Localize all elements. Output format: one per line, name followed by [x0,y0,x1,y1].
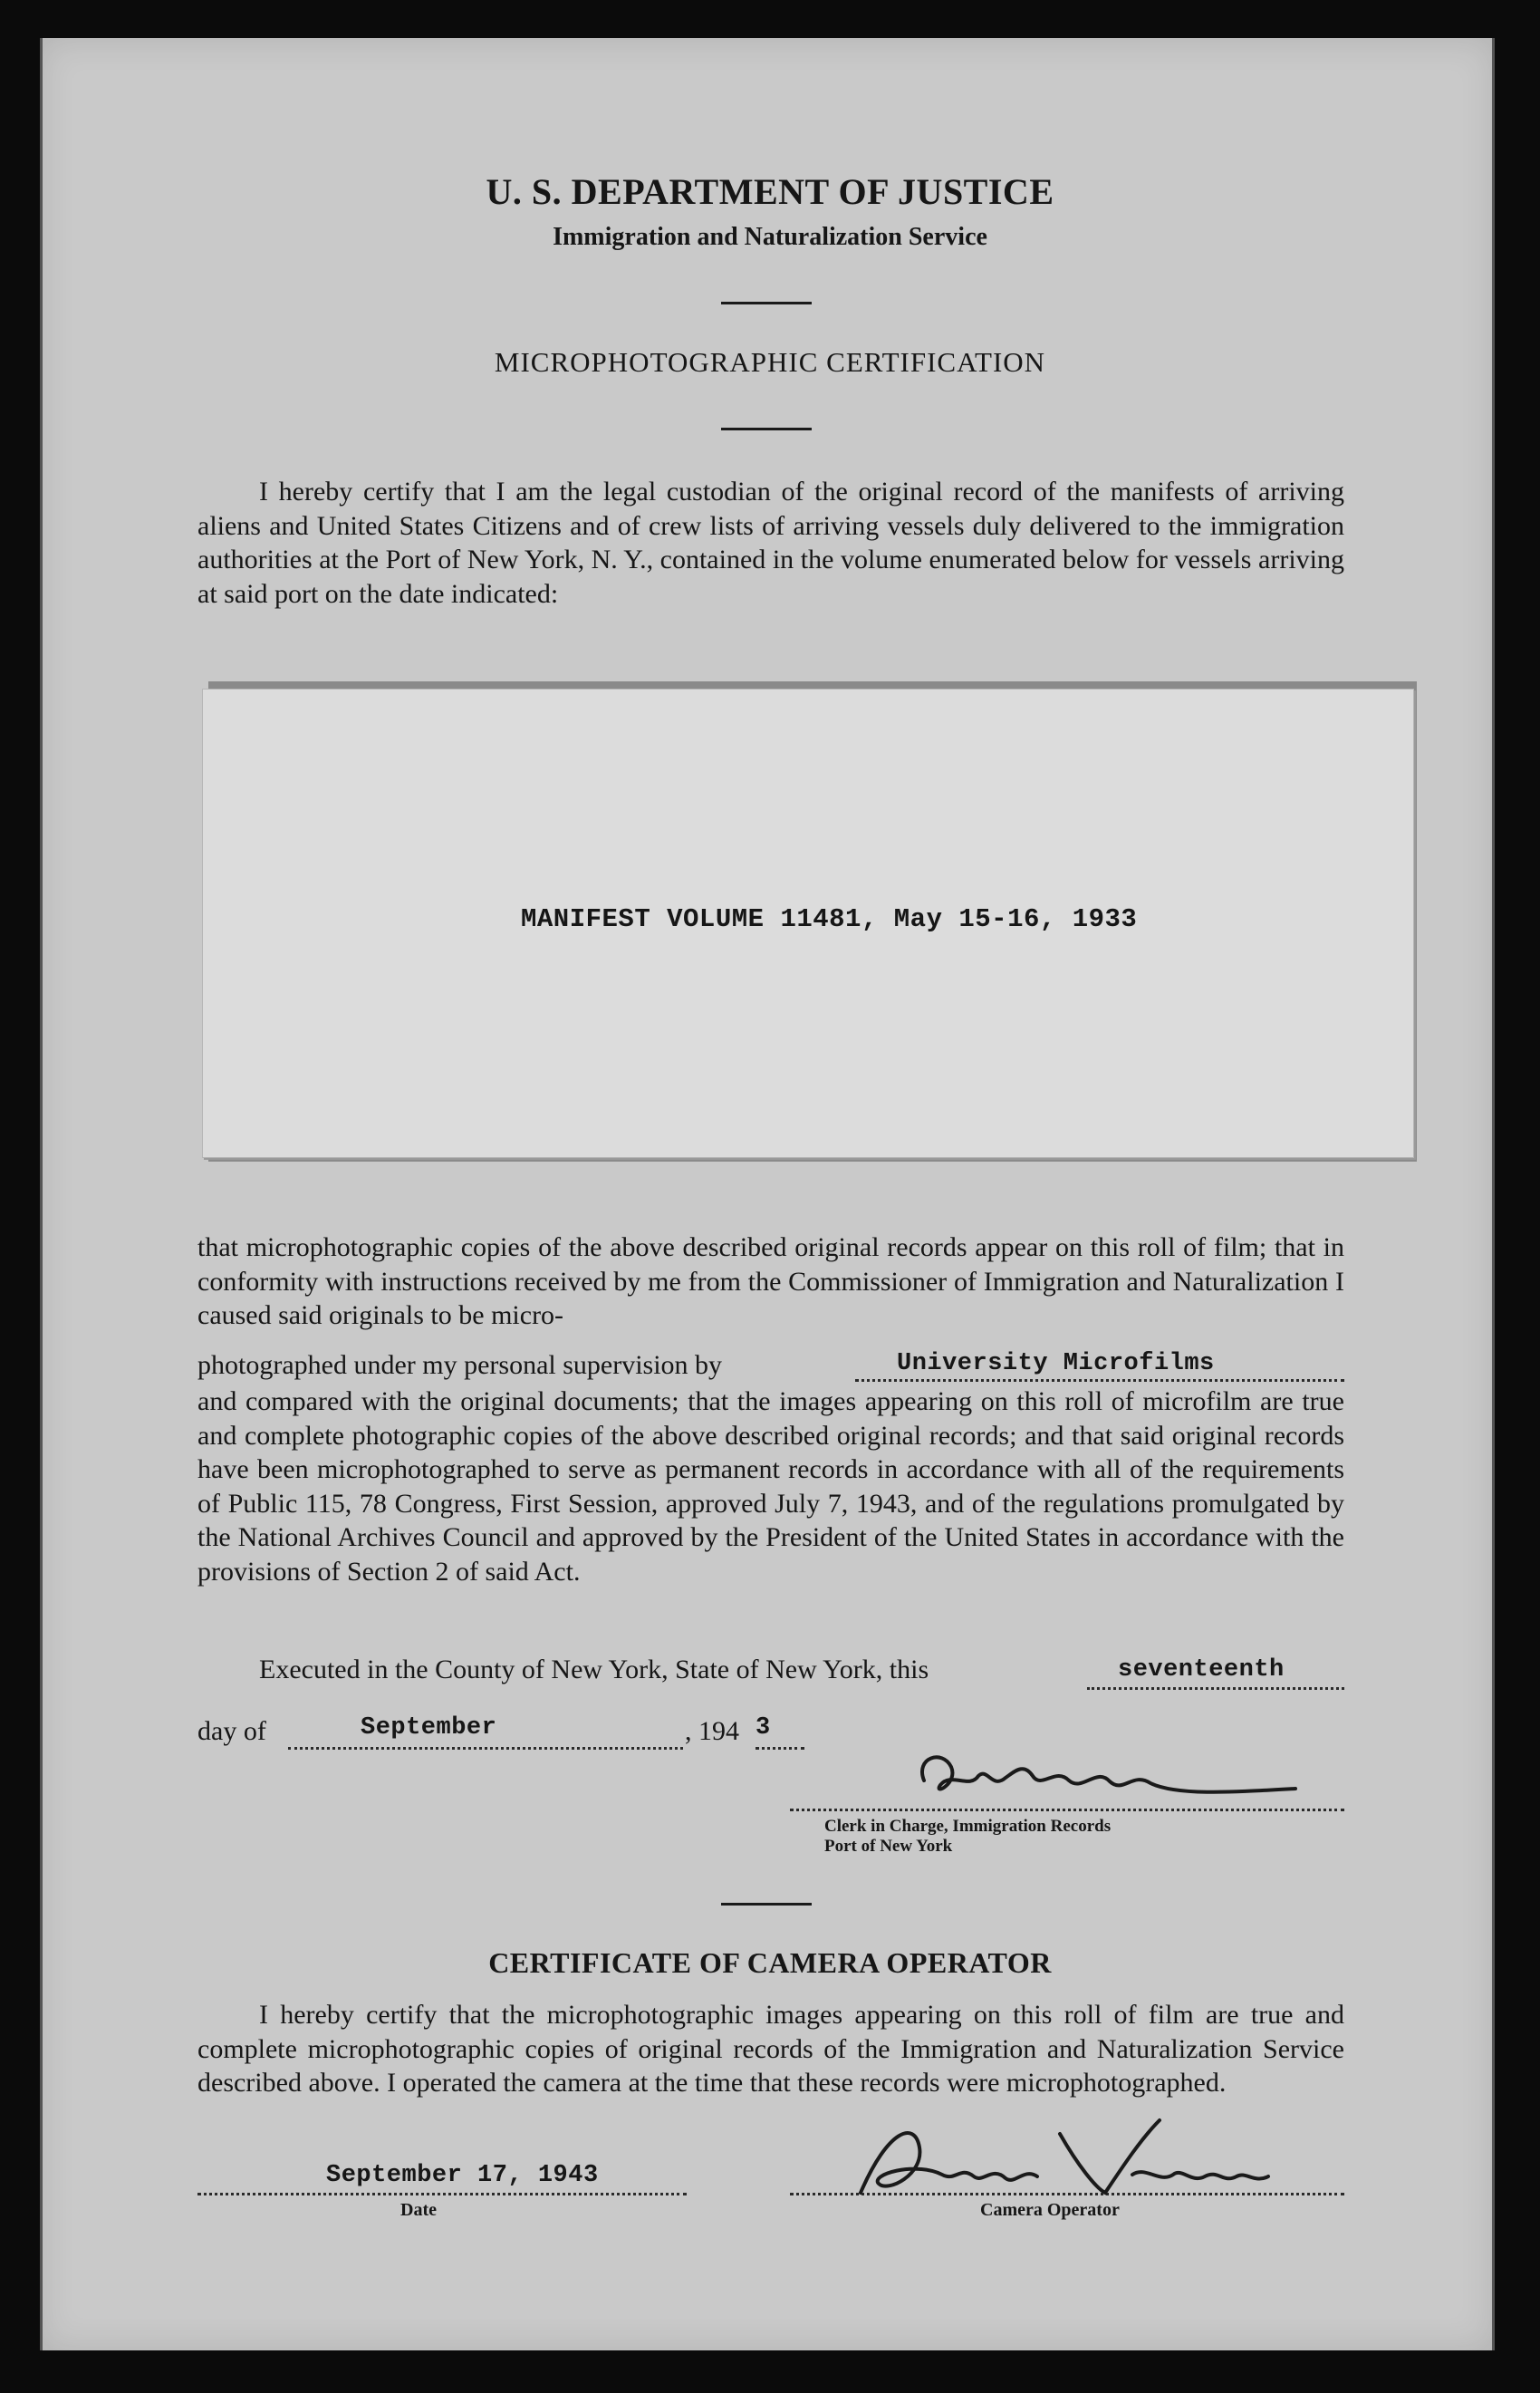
service-subheading: Immigration and Naturalization Service [553,223,987,251]
body-paragraph [197,1230,1344,1333]
clerk-port: Port of New York [824,1837,953,1856]
divider [721,302,812,304]
date-label: Date [400,2200,437,2220]
divider [721,428,812,430]
executed-prefix: Executed in the County of New York, State of New York, this [259,1655,929,1684]
year-digit: 3 [756,1714,771,1742]
dotted-line [756,1747,804,1750]
divider [721,1903,812,1906]
intro-paragraph [197,475,1344,611]
body-text-first: that microphotographic copies of the above described original records appear on this roll of film; that in conformity with instructions received by me from the Commissioner of Immigration and Naturalization I caused said originals to be micro- [197,1232,1344,1330]
clerk-label [824,1817,1111,1857]
camera-certificate-title: CERTIFICATE OF CAMERA OPERATOR [488,1946,1052,1979]
department-heading: U. S. DEPARTMENT OF JUSTICE [486,171,1054,212]
certification-title: MICROPHOTOGRAPHIC CERTIFICATION [494,346,1046,378]
clerk-signature [906,1740,1341,1812]
month-value: September [361,1714,497,1742]
year-prefix: , 194 [685,1716,739,1746]
manifest-volume-text: MANIFEST VOLUME 11481, May 15-16, 1933 [521,904,1138,934]
dotted-line [1087,1687,1344,1690]
camera-certificate-text: I hereby certify that the microphotographic images appearing on this roll of film are true and complete microphotographic copies of original records of the Immigration and Naturalization Service described above. I operated the camera at the time that these records were microphotographed. [197,2000,1344,2098]
photographed-by-value: University Microfilms [897,1350,1215,1377]
dotted-line [855,1379,1344,1382]
day-of-label: day of [197,1716,266,1746]
clerk-title: Clerk in Charge, Immigration Records [824,1817,1112,1836]
camera-operator-label: Camera Operator [980,2200,1120,2220]
intro-text: I hereby certify that I am the legal custodian of the original record of the manifests of arriving aliens and United States Citizens and of crew lists of arriving vessels duly delivered to the immigration authorities at the Port of New York, N. Y., contained in the volume enumerated below for vessels arriving at said port on the date indicated: [197,477,1344,609]
right-edge [1492,38,1495,2350]
photographed-by-prefix: photographed under my personal supervision by [197,1350,723,1380]
camera-certificate-paragraph [197,1998,1344,2100]
operator-signature [833,2111,1304,2211]
date-line [197,2193,687,2195]
date-value: September 17, 1943 [326,2162,599,2189]
body-text-rest: and compared with the original documents; that the images appearing on this roll of microfilm are true and complete photographic copies of the above described original records; and that said original records have been microphotographed to serve as permanent records in accordance with all of the requirements of Public 115, 78 Congress, First Session, approved July 7, 1943, and of the regulations promulgated by the National Archives Council and approved by the President of the United States in accordance with the provisions of Section 2 of said Act. [197,1386,1344,1587]
left-edge [40,38,43,2350]
dotted-line [288,1747,683,1750]
day-value: seventeenth [1118,1656,1285,1684]
body-paragraph-rest [197,1385,1344,1588]
